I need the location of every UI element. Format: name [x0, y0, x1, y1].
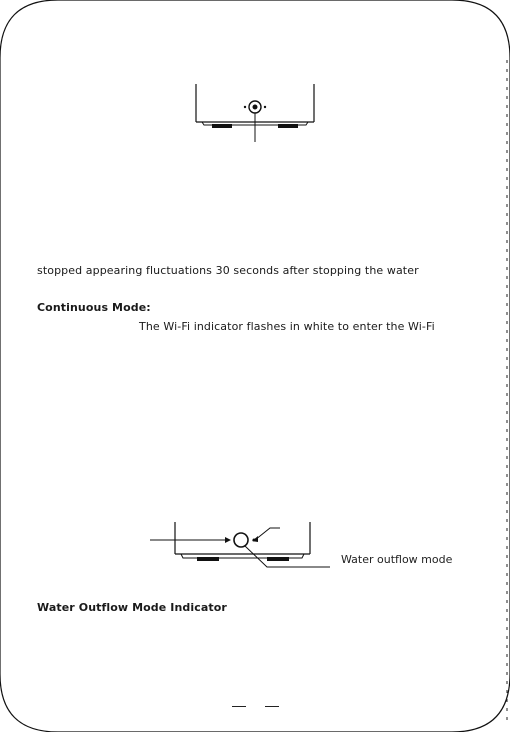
- device-base-diagram-top: [190, 80, 320, 150]
- outflow-mode-label: Water outflow mode: [341, 553, 453, 566]
- body-text-line: stopped appearing fluctuations 30 seconds after stopping the water: [37, 264, 419, 277]
- body-text-line: The Wi-Fi indicator flashes in white to enter the Wi-Fi: [139, 320, 435, 333]
- outflow-indicator-icon: [234, 533, 248, 547]
- page-number-dash: [265, 706, 279, 707]
- section-heading-outflow-indicator: Water Outflow Mode Indicator: [37, 601, 227, 614]
- section-heading-continuous-mode: Continuous Mode:: [37, 301, 151, 314]
- page-number-dash: [232, 706, 246, 707]
